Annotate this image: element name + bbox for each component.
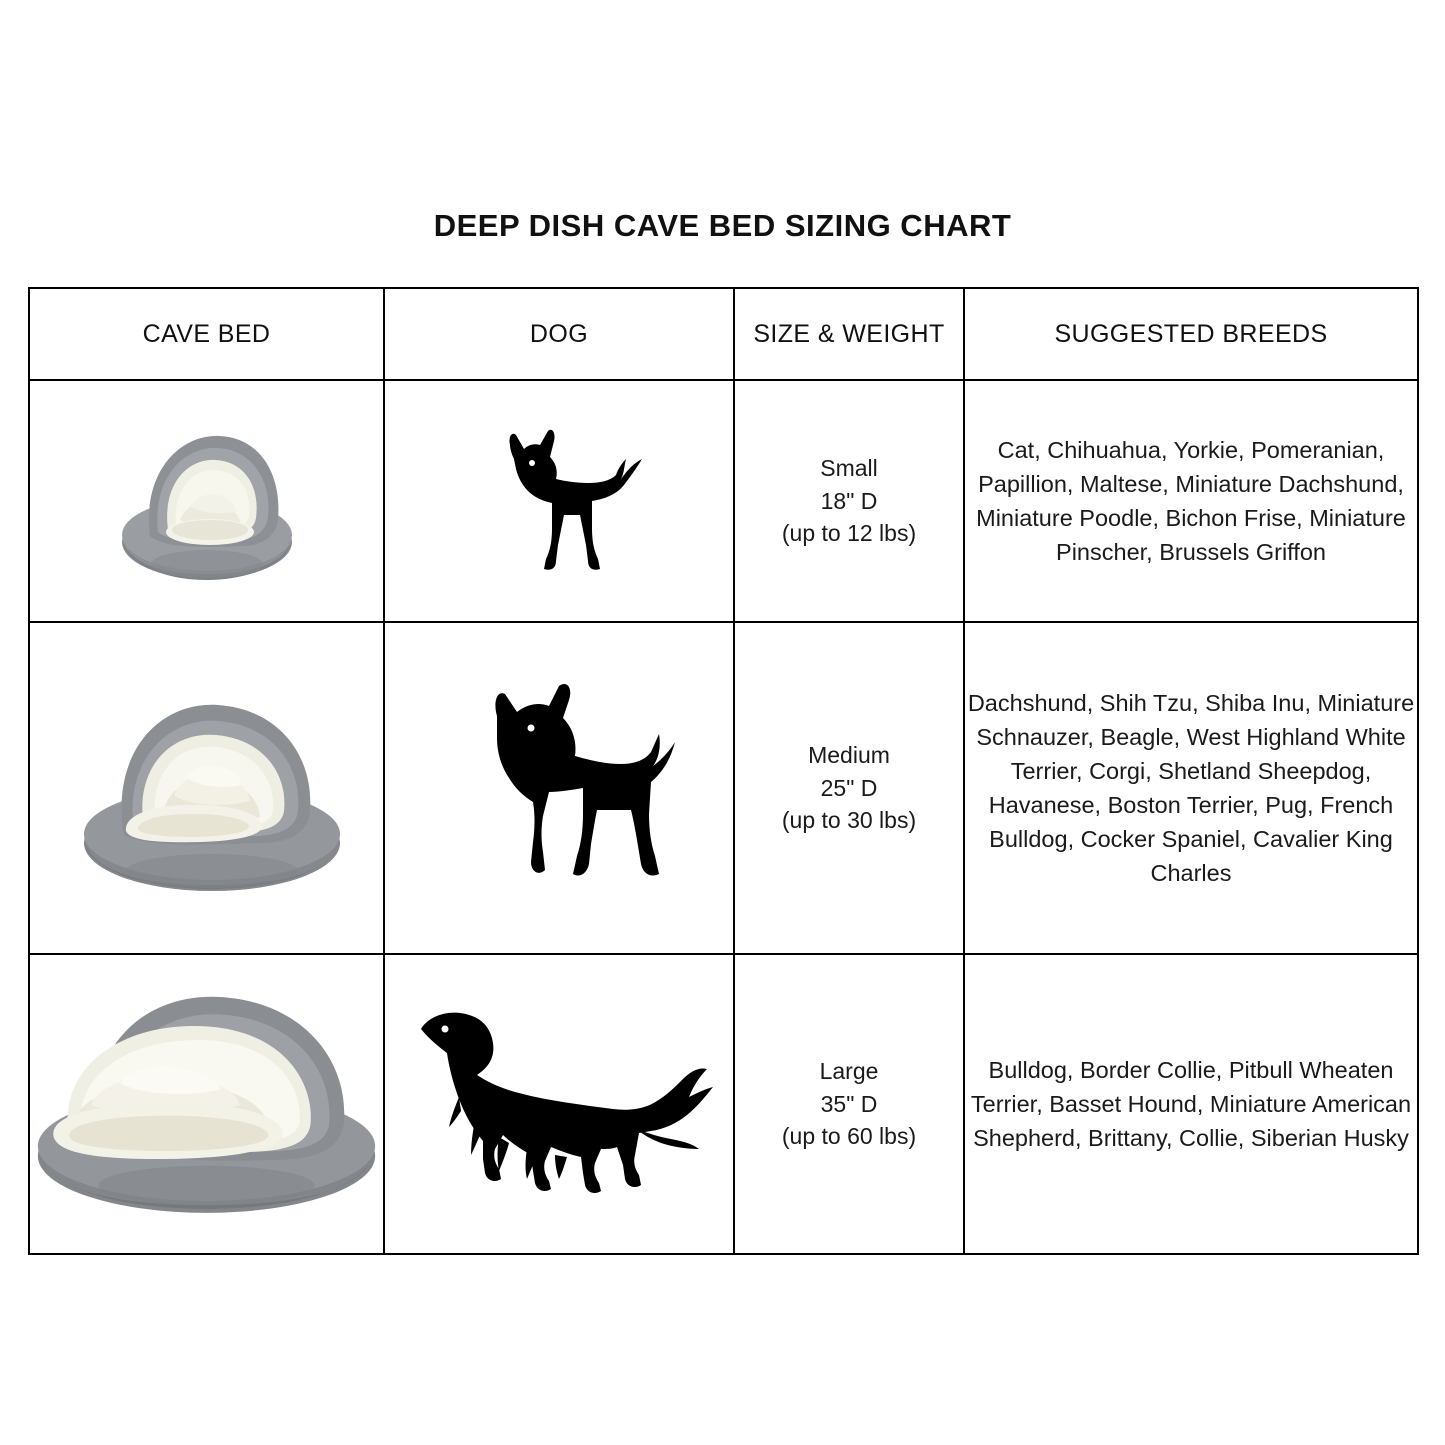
- header-row: [29, 288, 1418, 380]
- column-header-size-weight: SIZE & WEIGHT: [734, 288, 964, 380]
- size-name-medium: Medium: [808, 742, 890, 769]
- page-title: DEEP DISH CAVE BED SIZING CHART: [433, 208, 1012, 243]
- cave-bed-cell-large: [29, 954, 384, 1254]
- column-header-cave-bed: CAVE BED: [29, 288, 384, 380]
- dog-cell-small: [384, 380, 734, 622]
- table-header: [29, 288, 1418, 380]
- small-cave-bed-image: [102, 414, 312, 589]
- sizing-table: [28, 287, 1419, 1255]
- table-row: [29, 954, 1418, 1254]
- sizing-table-wrapper: [28, 287, 1417, 1245]
- cave-bed-cell-small: [29, 380, 384, 622]
- table-body: [29, 380, 1418, 1254]
- column-header-suggested-breeds: SUGGESTED BREEDS: [964, 288, 1418, 380]
- suggested-breeds-cell-medium: Dachshund, Shih Tzu, Shiba Inu, Miniature Schnauzer, Beagle, West Highland White Terrier, Corgi, Shetland Sheepdog, Havanese, Boston Terrier, Pug, French Bulldog, Cocker Spaniel, Cavalier King Charles: [964, 622, 1418, 954]
- dog-cell-large: [384, 954, 734, 1254]
- size-weight-cell-medium: [734, 622, 964, 954]
- size-weight-large: (up to 60 lbs): [781, 1123, 917, 1150]
- size-name-large: Large: [819, 1058, 879, 1085]
- size-name-small: Small: [820, 455, 878, 482]
- suggested-breeds-cell-large: Bulldog, Border Collie, Pitbull Wheaten Terrier, Basset Hound, Miniature American Shepherd, Brittany, Collie, Siberian Husky: [964, 954, 1418, 1254]
- table-row: [29, 380, 1418, 622]
- size-dimension-large: 35" D: [820, 1090, 878, 1117]
- suggested-breeds-cell-small: Cat, Chihuahua, Yorkie, Pomeranian, Papillion, Maltese, Miniature Dachshund, Miniature Poodle, Bichon Frise, Miniature Pinscher, Brussels Griffon: [964, 380, 1418, 622]
- size-dimension-medium: 25" D: [820, 774, 878, 801]
- large-cave-bed-image: [30, 979, 383, 1229]
- size-weight-cell-small: [734, 380, 964, 622]
- size-weight-small: (up to 12 lbs): [781, 520, 917, 547]
- chihuahua-silhouette: [464, 419, 654, 584]
- column-header-dog: DOG: [384, 288, 734, 380]
- size-weight-cell-large: [734, 954, 964, 1254]
- size-dimension-small: 18" D: [820, 487, 878, 514]
- dog-cell-medium: [384, 622, 734, 954]
- boston-terrier-silhouette: [439, 668, 679, 908]
- medium-cave-bed-image: [62, 671, 352, 906]
- cave-bed-cell-medium: [29, 622, 384, 954]
- size-weight-medium: (up to 30 lbs): [781, 807, 917, 834]
- table-row: [29, 622, 1418, 954]
- retriever-silhouette: [399, 997, 719, 1212]
